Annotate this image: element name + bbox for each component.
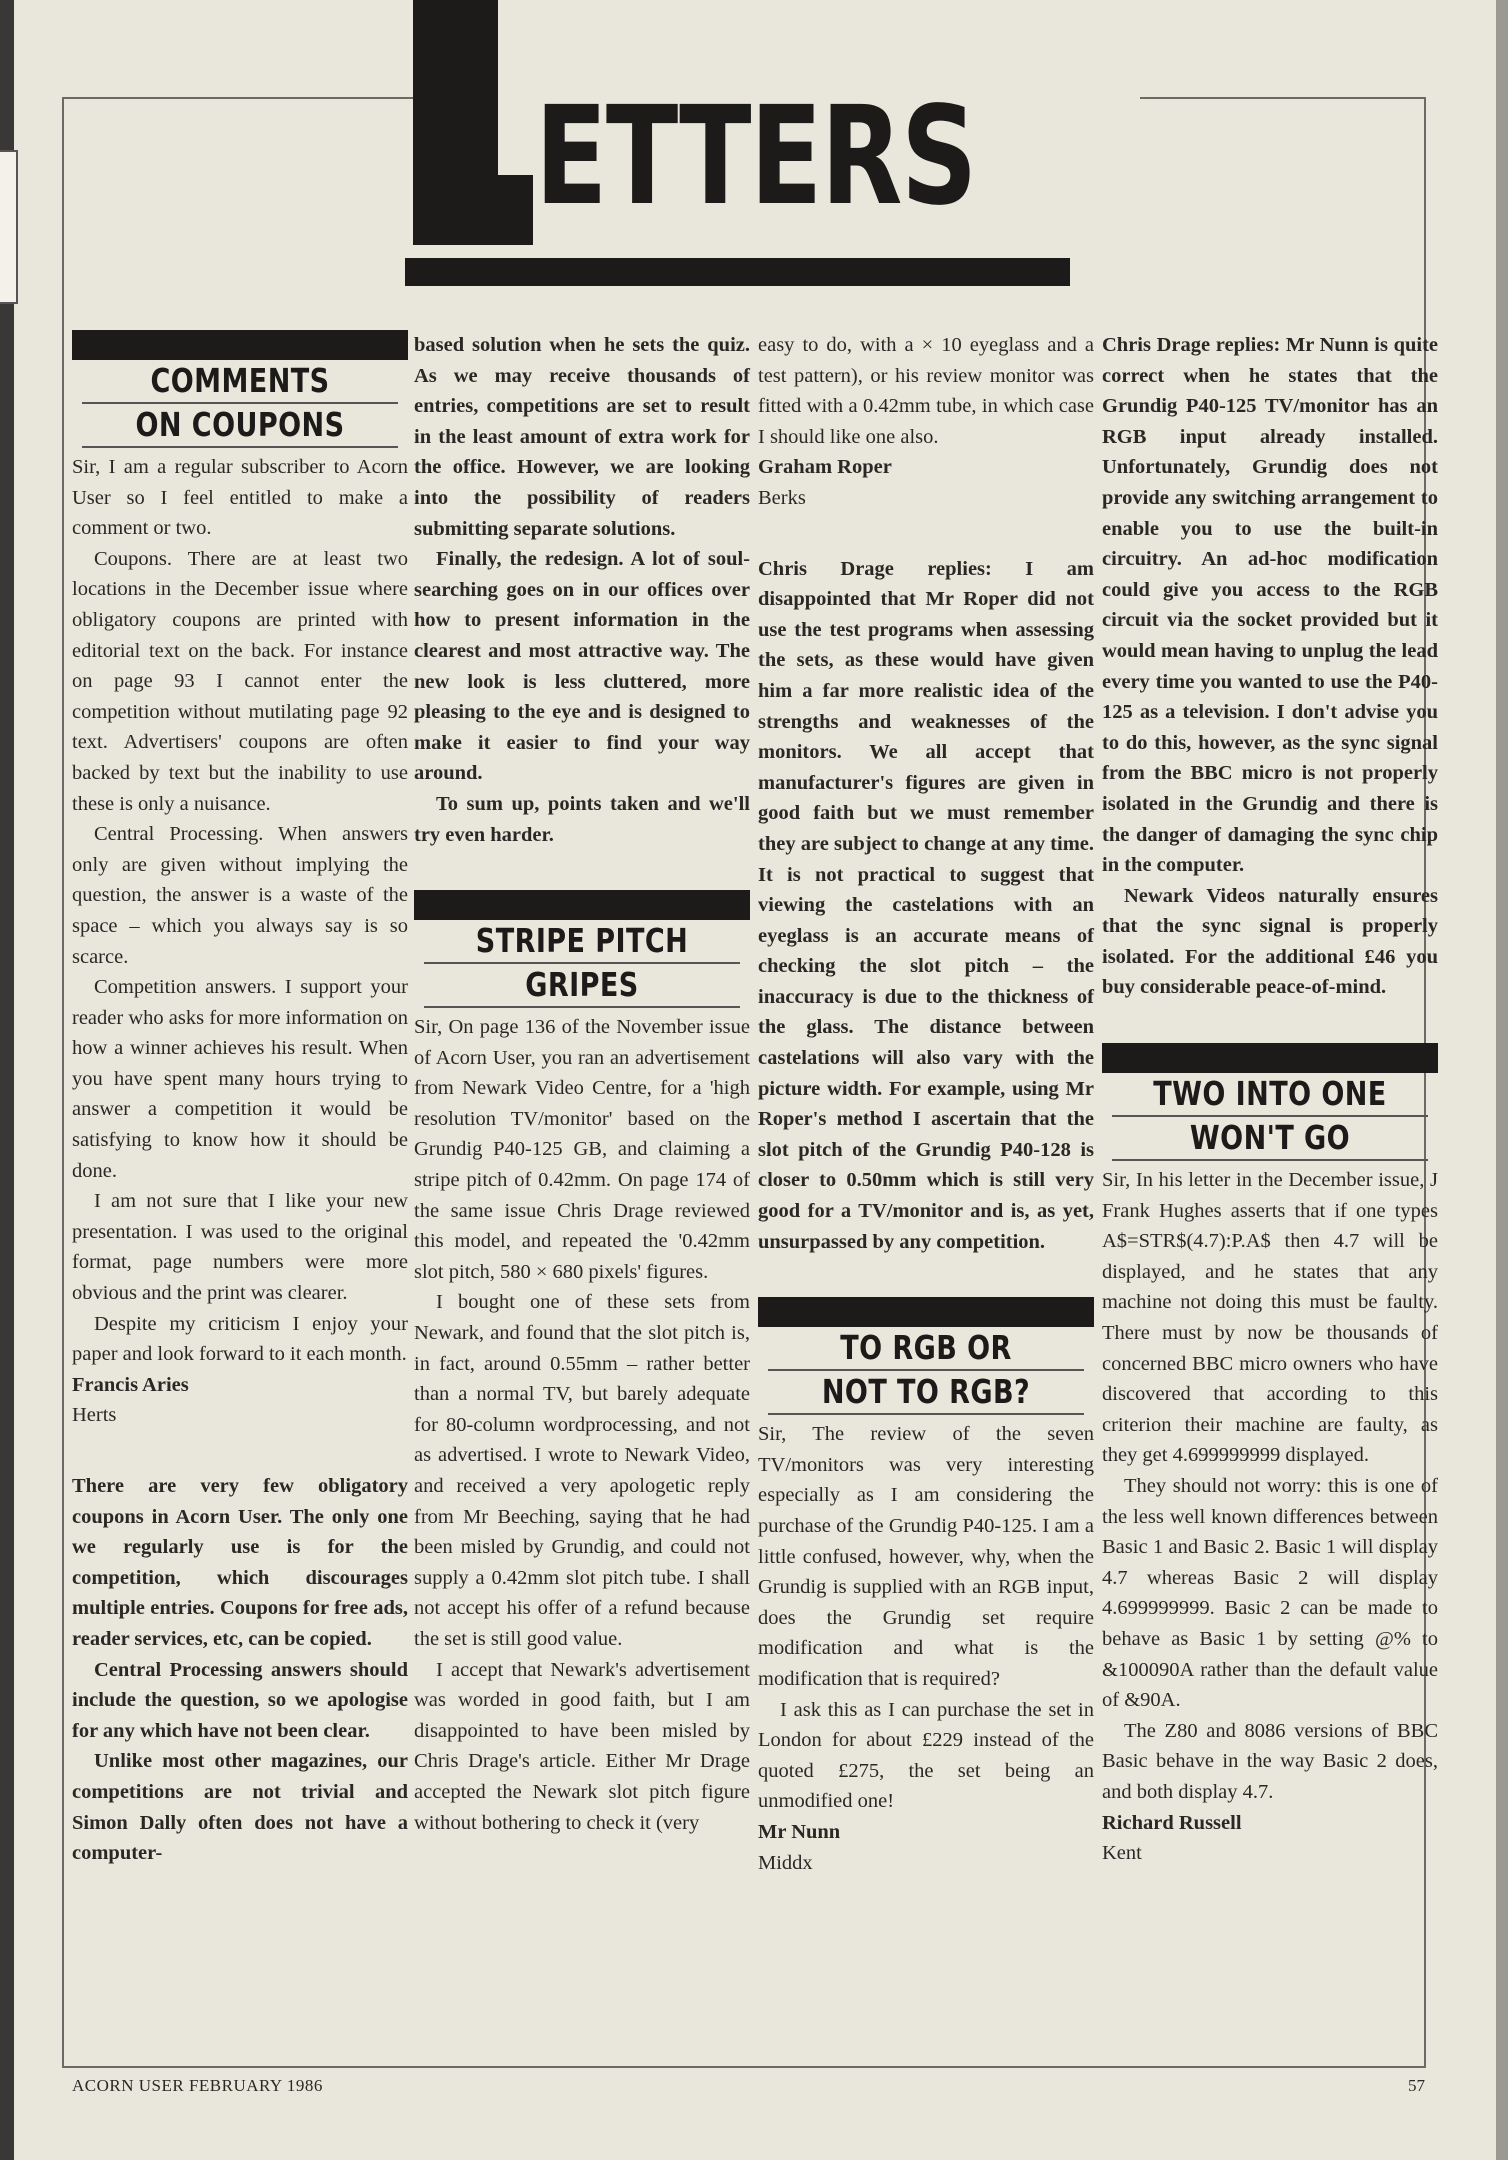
letter-paragraph: I ask this as I can purchase the set in London for about £229 instead of the quoted £275, the set being an unmodified one! bbox=[758, 1698, 1094, 1813]
masthead-initial-foot bbox=[413, 175, 533, 245]
letters-masthead bbox=[405, 0, 1070, 300]
binding-spine bbox=[0, 0, 14, 2160]
letter-paragraph: Sir, On page 136 of the November issue of Acorn User, you ran an advertisement from Newark Video Centre, for a 'high resolution TV/monitor' based on the Grundig P40-125 GB, and claiming a stripe pitch of 0.42mm. On page 174 of the same issue Chris Drage reviewed this model, and repeated the '0.42mm slot pitch, 580 × 680 pixels' figures. bbox=[414, 1016, 750, 1283]
headline-rule bbox=[82, 446, 398, 448]
editor-reply-paragraph: Chris Drage replies: Mr Nunn is quite correct when he states that the Grundig P40-125 TV/monitor has an RGB input already installed. Unfortunately, Grundig does not provide any switching arrangement to enable you to use the built-in circuitry. An ad-hoc modification could give you access to the RGB circuit via the socket provided but it would mean having to unplug the lead every time you wanted to use the P40-125 as a television. I don't advise you to do this, however, as the sync signal from the BBC micro is not properly isolated in the Grundig and there is the danger of damaging the sync chip in the computer. bbox=[1102, 334, 1438, 877]
headline-to-rgb-or-not bbox=[758, 1297, 1094, 1415]
editor-reply-paragraph: Unlike most other magazines, our competitions are not trivial and Simon Dally often does not have a computer- bbox=[72, 1750, 408, 1865]
frame-rule-top-left bbox=[62, 97, 414, 99]
footer-publication: ACORN USER FEBRUARY 1986 bbox=[72, 2076, 323, 2095]
letter-signature: Francis Aries bbox=[72, 1373, 189, 1396]
column-2 bbox=[414, 330, 750, 1838]
headline-bar bbox=[1102, 1043, 1438, 1073]
headline-line: STRIPE PITCH bbox=[475, 921, 689, 961]
editor-reply-paragraph: Finally, the redesign. A lot of soul-searching goes on in our offices over how to present information in the clearest and most attractive way. The new look is less cluttered, more pleasing to the eye and is designed to make it easier to find your way around. bbox=[414, 548, 750, 785]
headline-line: WON'T GO bbox=[1189, 1118, 1351, 1158]
letter-paragraph: Coupons. There are at least two locations in the December issue where obligatory coupons are printed with editorial text on the back. For instance on page 93 I cannot enter the competition without mutilating page 92 text. Advertisers' coupons are often backed by text but the inability to use these is only a nuisance. bbox=[72, 547, 408, 815]
letter-paragraph: Central Processing. When answers only are given without implying the question, the answer is a waste of the space – which you always say is so scarce. bbox=[72, 823, 408, 968]
letter-signature: Graham Roper bbox=[758, 456, 892, 479]
headline-two-into-one bbox=[1102, 1043, 1438, 1161]
editor-reply-paragraph: Central Processing answers should include the question, so we apologise for any which have not been clear. bbox=[72, 1658, 408, 1742]
editor-reply-paragraph: There are very few obligatory coupons in Acorn User. The only one we regularly use is for the competition, which discourages multiple entries. Coupons for free ads, reader services, etc, can be copied. bbox=[72, 1475, 408, 1650]
footer-page-number: 57 bbox=[1408, 2076, 1425, 2095]
editor-reply-paragraph: Chris Drage replies: I am disappointed that Mr Roper did not use the test programs when assessing the sets, as these would have given him a far more realistic idea of the strengths and weaknesses of the monitors. We all accept that manufacturer's figures are given in good faith but we must remember they are subject to change at any time. It is not practical to suggest that viewing the castelations with an eyeglass is an accurate means of checking the slot pitch – the inaccuracy is due to the thickness of the glass. The distance between castelations will also vary with the picture width. For example, using Mr Roper's method I ascertain that the slot pitch of the Grundig P40-128 is closer to 0.50mm which is still very good for a TV/monitor and is, as yet, unsurpassed by any competition. bbox=[758, 557, 1094, 1253]
column-3 bbox=[758, 330, 1094, 1878]
headline-line: TWO INTO ONE bbox=[1153, 1074, 1387, 1114]
frame-rule-bottom bbox=[62, 2066, 1426, 2068]
letter-paragraph: I accept that Newark's advertisement was worded in good faith, but I am disappointed to have been misled by Chris Drage's article. Either Mr Drage accepted the Newark slot pitch figure without bothering to check it (very bbox=[414, 1658, 750, 1834]
letter-paragraph: They should not worry: this is one of the less well known differences between Basic 1 and Basic 2. Basic 1 will display 4.7 whereas Basic 2 will display 4.699999999. Basic 2 can be made to behave as Basic 1 by setting @% to &100090A rather than the default value of &90A. bbox=[1102, 1475, 1438, 1712]
headline-stripe-pitch-gripes bbox=[414, 890, 750, 1008]
headline-line: TO RGB OR bbox=[840, 1328, 1012, 1368]
spine-tab bbox=[0, 150, 18, 304]
masthead-title: ETTERS bbox=[535, 78, 976, 236]
headline-line: COMMENTS bbox=[150, 361, 330, 400]
editor-reply-paragraph: Newark Videos naturally ensures that the sync signal is properly isolated. For the additional £46 you buy considerable peace-of-mind. bbox=[1102, 884, 1438, 999]
column-4 bbox=[1102, 330, 1438, 1869]
letter-paragraph: Sir, The review of the seven TV/monitors was very interesting especially as I am considering the purchase of the Grundig P40-125. I am a little confused, however, why, when the Grundig is supplied with an RGB input, does the Grundig set require modification and what is the modification that is required? bbox=[758, 1423, 1094, 1690]
headline-bar bbox=[758, 1297, 1094, 1327]
headline-comments-on-coupons bbox=[72, 330, 408, 448]
letter-signature: Mr Nunn bbox=[758, 1820, 841, 1843]
letter-paragraph: The Z80 and 8086 versions of BBC Basic behave in the way Basic 2 does, and both display 4.7. bbox=[1102, 1719, 1438, 1803]
letter-location: Kent bbox=[1102, 1842, 1142, 1865]
letter-paragraph: I bought one of these sets from Newark, and found that the slot pitch is, in fact, around 0.55mm – rather better than a normal TV, but barely adequate for 80-column wordprocessing, and not as advertised. I wrote to Newark Video, and received a very apologetic reply from Mr Beeching, saying that he had been misled by Grundig, and could not supply a 0.42mm slot pitch tube. I shall not accept his offer of a refund because the set is still good value. bbox=[414, 1291, 750, 1650]
letter-paragraph: Despite my criticism I enjoy your paper and look forward to it each month. bbox=[72, 1312, 408, 1366]
letter-signature: Richard Russell bbox=[1102, 1811, 1242, 1834]
headline-rule bbox=[1112, 1159, 1428, 1161]
letter-location: Herts bbox=[72, 1404, 117, 1427]
headline-bar bbox=[414, 890, 750, 920]
headline-line: NOT TO RGB? bbox=[821, 1372, 1031, 1412]
column-1 bbox=[72, 330, 408, 1869]
editor-reply-paragraph: To sum up, points taken and we'll try even harder. bbox=[414, 792, 750, 846]
editor-reply-paragraph: based solution when he sets the quiz. As we may receive thousands of entries, competitions are set to result in the least amount of extra work for the office. However, we are looking into the possibility of readers submitting separate solutions. bbox=[414, 334, 750, 540]
headline-line: GRIPES bbox=[525, 965, 639, 1005]
page-edge bbox=[1496, 0, 1508, 2160]
letter-paragraph: I am not sure that I like your new presentation. I was used to the original format, page numbers were more obvious and the print was clearer. bbox=[72, 1190, 408, 1305]
headline-bar bbox=[72, 330, 408, 360]
letter-paragraph: Sir, I am a regular subscriber to Acorn User so I feel entitled to make a comment or two. bbox=[72, 456, 408, 540]
letter-paragraph: Sir, In his letter in the December issue, J Frank Hughes asserts that if one types A$=STR$(4.7):P.A$ then 4.7 will be displayed, and he states that any machine not doing this must be faulty. There must by now be thousands of concerned BBC micro owners who have discovered that according to this criterion their machine are faulty, as they get 4.699999999 displayed. bbox=[1102, 1169, 1438, 1467]
frame-rule-top-right bbox=[1140, 97, 1424, 99]
headline-rule bbox=[768, 1413, 1084, 1415]
letter-paragraph: Competition answers. I support your reader who asks for more information on how a winner achieves his result. When you have spent many hours trying to answer a competition it would be satisfying to know how it should be done. bbox=[72, 976, 408, 1182]
letter-location: Middx bbox=[758, 1851, 813, 1874]
headline-rule bbox=[424, 1006, 740, 1008]
letter-location: Berks bbox=[758, 486, 806, 509]
headline-line: ON COUPONS bbox=[135, 405, 345, 444]
frame-rule-left bbox=[62, 97, 64, 2067]
letter-paragraph: easy to do, with a × 10 eyeglass and a test pattern), or his review monitor was fitted with a 0.42mm tube, in which case I should like one also. bbox=[758, 334, 1094, 448]
masthead-bar bbox=[405, 258, 1070, 286]
